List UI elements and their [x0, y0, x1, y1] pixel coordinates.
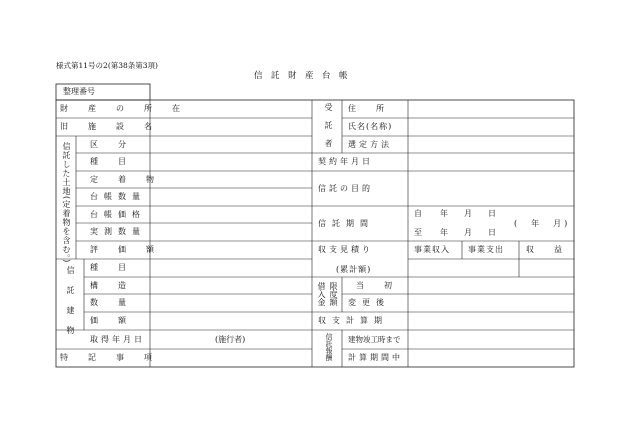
from-day: 日: [488, 209, 496, 218]
limit-amount-label: 限度額: [329, 282, 338, 306]
profit-header: 収 益: [526, 245, 568, 254]
trust-purpose-label: 信託の目的: [318, 184, 373, 193]
land-row-3: 台帳数量: [90, 192, 146, 201]
business-expense-header: 事業支出: [468, 245, 504, 254]
trust-period-label: 信託期間: [318, 219, 374, 228]
from-label: 自: [414, 209, 422, 218]
building-row-2: 数 量: [90, 298, 132, 307]
building-group-label: 信託建物: [66, 266, 75, 346]
land-row-1: 種 目: [90, 157, 132, 166]
land-row-5: 実測数量: [90, 227, 146, 236]
land-group-label: 信託した土地(定着物を含む。): [62, 142, 71, 264]
land-row-4: 台帳価格: [90, 210, 146, 219]
to-year: 年: [440, 228, 448, 237]
settlement-period-label: 収支計算期: [318, 316, 388, 325]
old-facility-name-label: 旧 施 設 名: [60, 122, 158, 131]
building-row-3: 価 額: [90, 316, 132, 325]
land-row-0: 区 分: [90, 140, 132, 149]
building-row-0: 種 目: [90, 263, 132, 272]
to-label: 至: [414, 228, 422, 237]
after-change-label: 変更後: [348, 298, 390, 307]
property-location-label: 財 産 の 所 在: [60, 104, 186, 113]
initial-label: 当 初: [356, 281, 398, 290]
reg-no-label: 整理番号: [63, 87, 95, 96]
builder-label: (施行者): [215, 335, 246, 344]
borrowing-group-label: 借入金: [317, 282, 326, 306]
trustee-group-label: 受託者: [324, 103, 333, 157]
business-income-header: 事業収入: [414, 245, 450, 254]
cumulative-label: (累計額): [336, 265, 372, 274]
building-row-1: 構 造: [90, 281, 132, 290]
period-years: ( 年 月): [514, 219, 571, 228]
selection-method-label: 選定方法: [348, 140, 392, 149]
from-month: 月: [464, 209, 472, 218]
to-day: 日: [488, 228, 496, 237]
trust-fee-group-label: 信託報酬: [325, 333, 333, 361]
to-month: 月: [464, 228, 472, 237]
page-title: 信 託 財 産 台 帳: [254, 71, 348, 81]
name-label: 氏名(名称): [348, 122, 393, 131]
income-estimate-label: 収支見積り: [318, 245, 373, 254]
contract-date-label: 契約年月日: [318, 157, 373, 166]
land-row-6: 評 価 額: [90, 245, 160, 254]
land-row-2: 定 着 物: [90, 175, 160, 184]
form-number: 様式第11号の2(第38条第3項): [56, 61, 158, 70]
from-year: 年: [440, 209, 448, 218]
remarks-label: 特 記 事 項: [60, 353, 158, 362]
until-completion-label: 建物竣工時まで: [348, 335, 401, 344]
during-calc-label: 計算期間中: [348, 353, 403, 362]
acq-date-label: 取得年月日: [90, 335, 145, 344]
address-label: 住 所: [348, 104, 390, 113]
